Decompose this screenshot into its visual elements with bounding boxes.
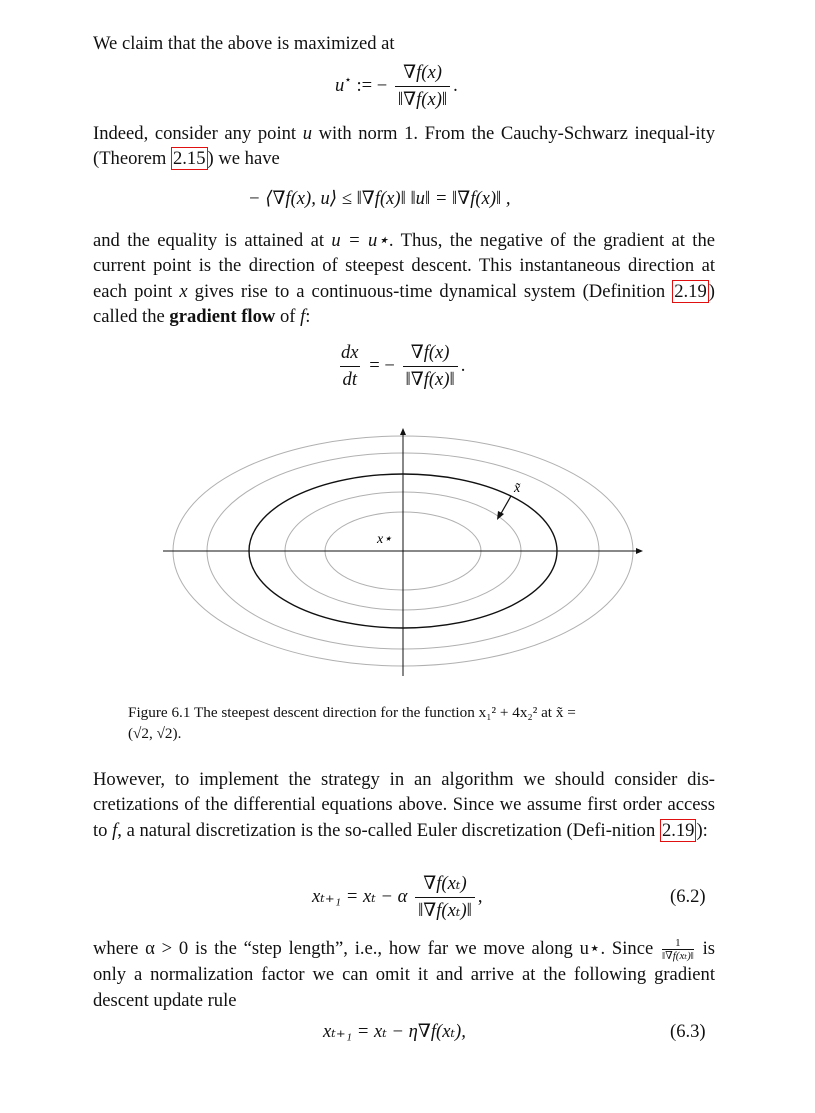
equation-inequality: − ⟨∇f(x), u⟩ ≤ ‖∇f(x)‖ ‖u‖ = ‖∇f(x)‖ ,: [248, 188, 511, 209]
paragraph-step-length: [93, 936, 715, 1013]
text: , a natural discretization is the so-called Euler discretization (Defi-nition: [117, 819, 656, 841]
equation-gradient-flow: [335, 342, 465, 391]
text: . Thus, the negative of the gradient at the current point is the direction of steepest descent. This instantaneous direction at each point: [93, 230, 715, 302]
eq-dx: dx: [341, 342, 359, 363]
text: However, to implement the strategy in an algorithm we should consider dis-cretizations of the differential equations above. Since we assume first order access to: [93, 769, 715, 841]
eq-numerator: ∇f(x): [403, 62, 442, 83]
caption-point: (√2, √2).: [128, 725, 182, 742]
inline-eq: u = u⋆: [331, 230, 389, 251]
equation-number-6-2: (6.2): [670, 886, 706, 907]
paragraph-gradient-flow: [93, 228, 715, 329]
eq-comma: ,: [477, 885, 483, 907]
definition-link[interactable]: 2.19: [661, 819, 695, 841]
text: ):: [696, 819, 708, 841]
x-axis-arrow: [636, 548, 643, 554]
eq-period: .: [453, 74, 458, 96]
text: gives rise to a continuous-time dynamical system (Definition: [194, 280, 666, 302]
var-f: f: [112, 819, 118, 841]
eq-denominator: ‖∇f(xₜ)‖: [415, 897, 475, 922]
paragraph-discretization: [93, 767, 715, 843]
fraction-numerator: 1: [675, 937, 681, 950]
eq-fraction: [395, 62, 450, 111]
text: ) called the: [93, 280, 715, 327]
equation-6-2: [312, 873, 483, 922]
eq-numerator: ∇f(x): [410, 342, 450, 363]
y-axis-arrow: [400, 428, 406, 435]
equation-u-star: [335, 62, 458, 111]
text: where α > 0 is the “step length”, i.e., how far we move along u⋆. Since: [93, 938, 654, 959]
eq-fraction: [415, 873, 475, 922]
equation-6-3: xₜ₊₁ = xₜ − η∇f(xₜ),: [323, 1021, 466, 1042]
text: :: [305, 305, 311, 327]
var-u: u: [302, 123, 312, 144]
theorem-link[interactable]: 2.15: [172, 148, 206, 170]
eq-dxdt: [338, 342, 362, 391]
text: is only a normalization factor we can omit it and arrive at the following gradient descent update rule: [93, 938, 715, 1011]
xtilde-label: x̃: [514, 481, 521, 496]
text: ) we have: [207, 148, 280, 170]
eq-star: ⋆: [344, 72, 352, 87]
caption-number: Figure 6.1: [128, 704, 191, 721]
figure-caption: [128, 702, 688, 744]
var-f: f: [300, 305, 306, 327]
figure-level-sets: [155, 420, 655, 682]
text: with norm 1. From the Cauchy-Schwarz inequal-ity (Theorem: [93, 123, 715, 170]
text: Indeed, consider any point: [93, 123, 297, 144]
var-x: x: [179, 280, 188, 302]
caption-text: The steepest descent direction for the function x₁² + 4x₂² at x̃ =: [193, 704, 576, 721]
definition-link[interactable]: 2.19: [674, 280, 707, 302]
eq-lhs: xₜ₊₁ = xₜ − α: [312, 885, 408, 907]
eq-denominator: ‖∇f(x)‖: [395, 86, 450, 111]
gradient-arrowhead: [497, 511, 504, 520]
text: and the equality is attained at: [93, 230, 324, 251]
eq-period: .: [460, 354, 466, 376]
equation-number-6-3: (6.3): [670, 1021, 706, 1042]
text: of: [279, 305, 296, 327]
eq-equals: = −: [369, 354, 395, 376]
fraction-denominator: ‖∇f(xₜ)‖: [661, 950, 694, 963]
eq-u: u: [335, 74, 345, 96]
eq-fraction: [403, 342, 458, 391]
paragraph-cauchy-schwarz: [93, 121, 715, 172]
paragraph-intro: We claim that the above is maximized at: [93, 33, 395, 54]
eq-denominator: ‖∇f(x)‖: [403, 366, 458, 391]
eq-assign: := −: [356, 74, 388, 96]
eq-dt: dt: [340, 366, 360, 391]
inline-fraction: [662, 937, 694, 962]
bold-term: gradient flow: [169, 305, 276, 327]
eq-numerator: ∇f(xₜ): [423, 873, 467, 894]
xstar-label: x⋆: [377, 532, 392, 547]
